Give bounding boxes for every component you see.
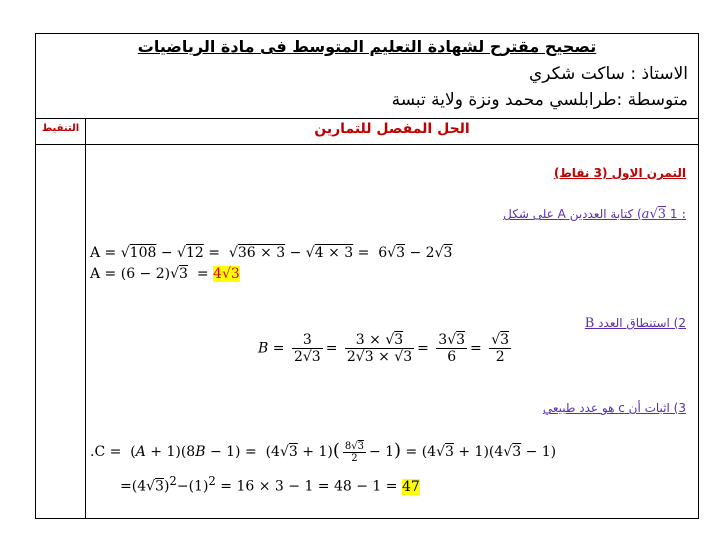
document-frame <box>35 33 699 519</box>
column-divider <box>85 118 86 519</box>
school-name: متوسطة :طرابلسي محمد ونزة ولاية تبسة <box>391 90 688 110</box>
question-1-text: 1) كتابة العددين A على شكل <box>503 207 678 221</box>
document-header <box>36 34 698 119</box>
document-title: تصحيح مقترح لشهادة التعليم المتوسط فى مادة الرياضيات <box>137 37 597 56</box>
c-line-2: $=(4√3)^2-(1)^2 = 16 \times 3 - 1 = 48 - 1 = 47$ <box>120 474 420 495</box>
a-line-1: A = √108 − √12 = √36 × 3 − √4 × 3 = 6√3 − 2√3 <box>90 245 453 261</box>
question-2-text: 2) استنطاق العدد <box>598 316 686 330</box>
teacher-name: الاستاذ : ساكت شكري <box>528 64 688 84</box>
a-result: 4√3 <box>213 266 240 282</box>
c-line-1: .C = (A + 1)(8B − 1) = (4√3 + 1)( $\frac{8√3}{2}$ − 1) = (4√3 + 1)(4√3 − 1) <box>90 440 557 464</box>
b-computation: B = $\frac{3}{2√3}$ = $\frac{3 \times √3}{2√3 \times √3}$ = $\frac{3√3}{6}$ = $\frac{√3}{2}$ <box>258 332 510 365</box>
c-result: 47 <box>401 478 420 495</box>
exercise-title: التمرن الاول (3 نقاط) <box>553 166 686 180</box>
question-3: 3) اثبات أن c هو عدد طبيعي <box>542 401 686 415</box>
question-2: 2) استنطاق العدد B <box>584 316 686 331</box>
grading-column-header: التنقيط <box>41 123 80 134</box>
solution-column-header: الحل المفصل للتمارين <box>314 121 470 137</box>
a-line-2: A = (6 − 2)√3 = 4√3 <box>90 266 240 282</box>
question-1: : a√3 1) كتابة العددين A على شكل <box>503 207 686 222</box>
